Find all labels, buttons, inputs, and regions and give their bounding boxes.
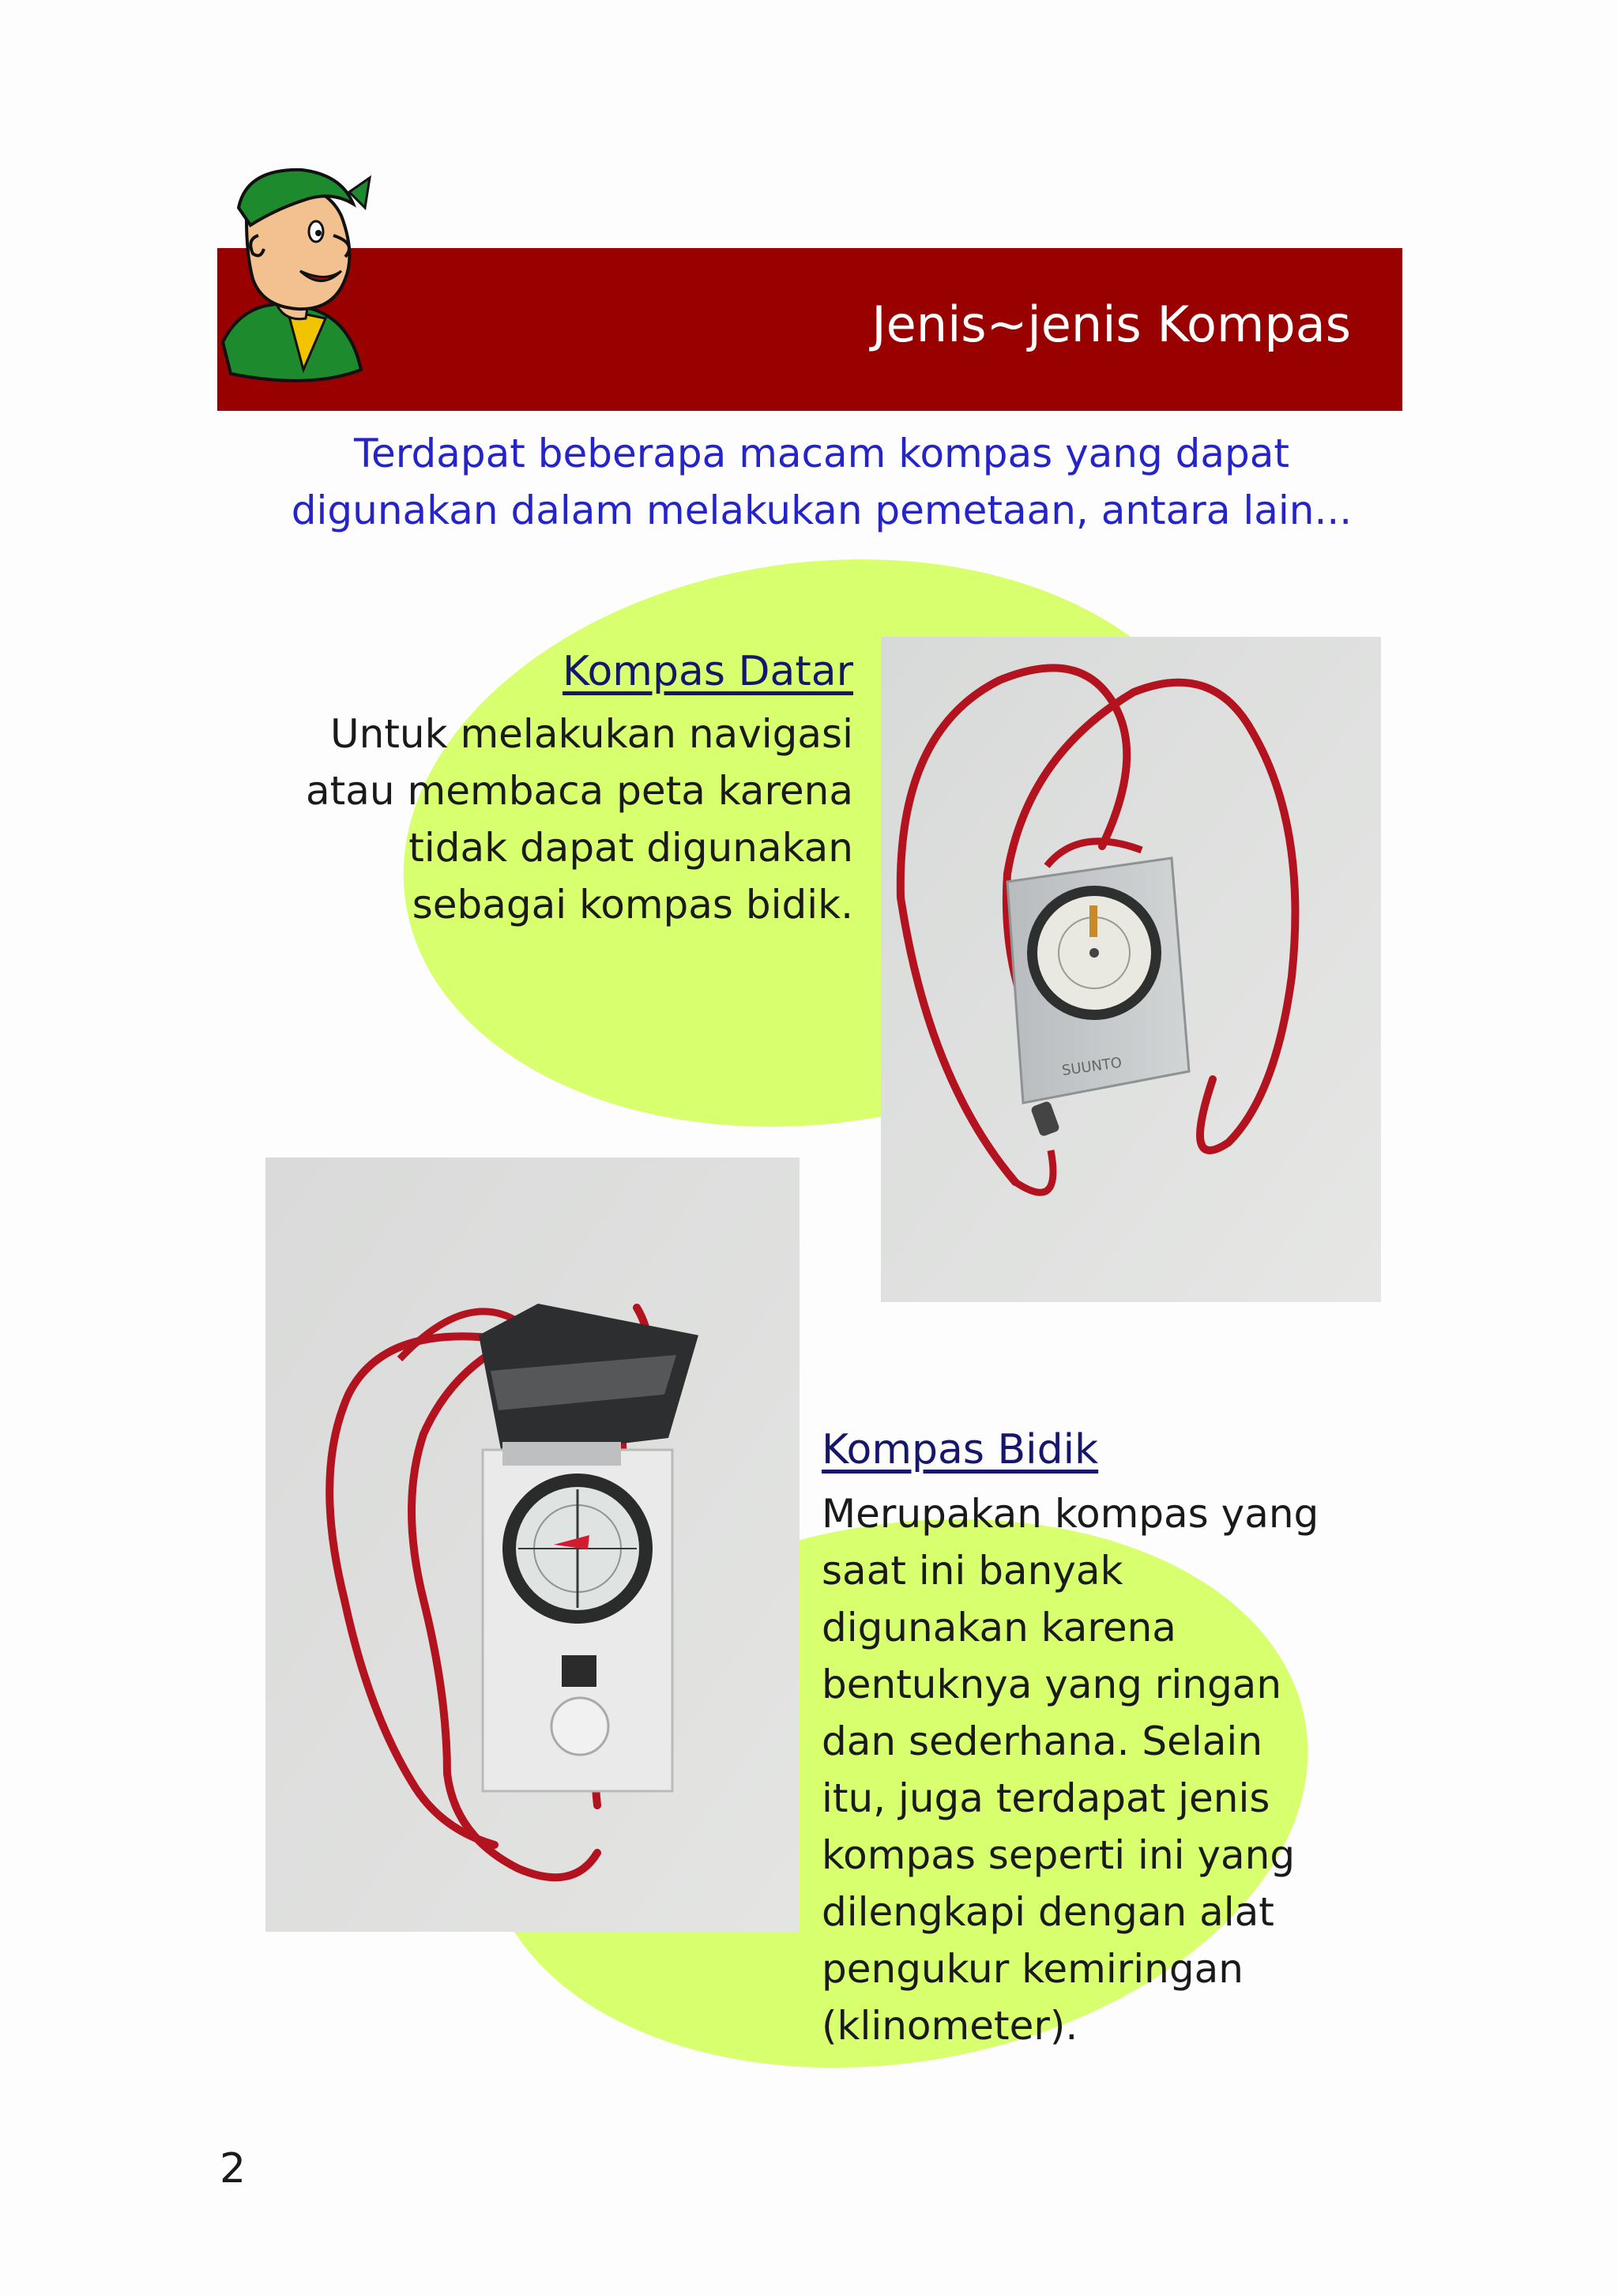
sighting-compass-photo — [265, 1157, 800, 1932]
page-number: 2 — [220, 2145, 246, 2192]
mascot-icon — [215, 160, 373, 390]
section-body-kompas-bidik: Merupakan kompas yang saat ini banyak digunakan karena bentuknya yang ringan dan sederhana. Selain itu, juga terdapat jenis kompas seperti ini yang dilengkapi dengan alat pengukur kemiringan (klinometer). — [822, 1491, 1319, 2049]
flat-compass-photo — [881, 637, 1381, 1302]
section-title-kompas-bidik: Kompas Bidik — [822, 1426, 1099, 1474]
header-banner — [217, 248, 1402, 411]
section-title-kompas-datar: Kompas Datar — [562, 648, 853, 695]
section-body-kompas-datar: Untuk melakukan navigasi atau membaca peta karena tidak dapat digunakan sebagai kompas bidik. — [306, 711, 853, 928]
page-title: Jenis~jenis Kompas — [871, 295, 1351, 353]
intro-text: Terdapat beberapa macam kompas yang dapat digunakan dalam melakukan pemetaan, antara lain... — [291, 431, 1353, 533]
svg-text:SUUNTO: SUUNTO — [1060, 1054, 1123, 1079]
